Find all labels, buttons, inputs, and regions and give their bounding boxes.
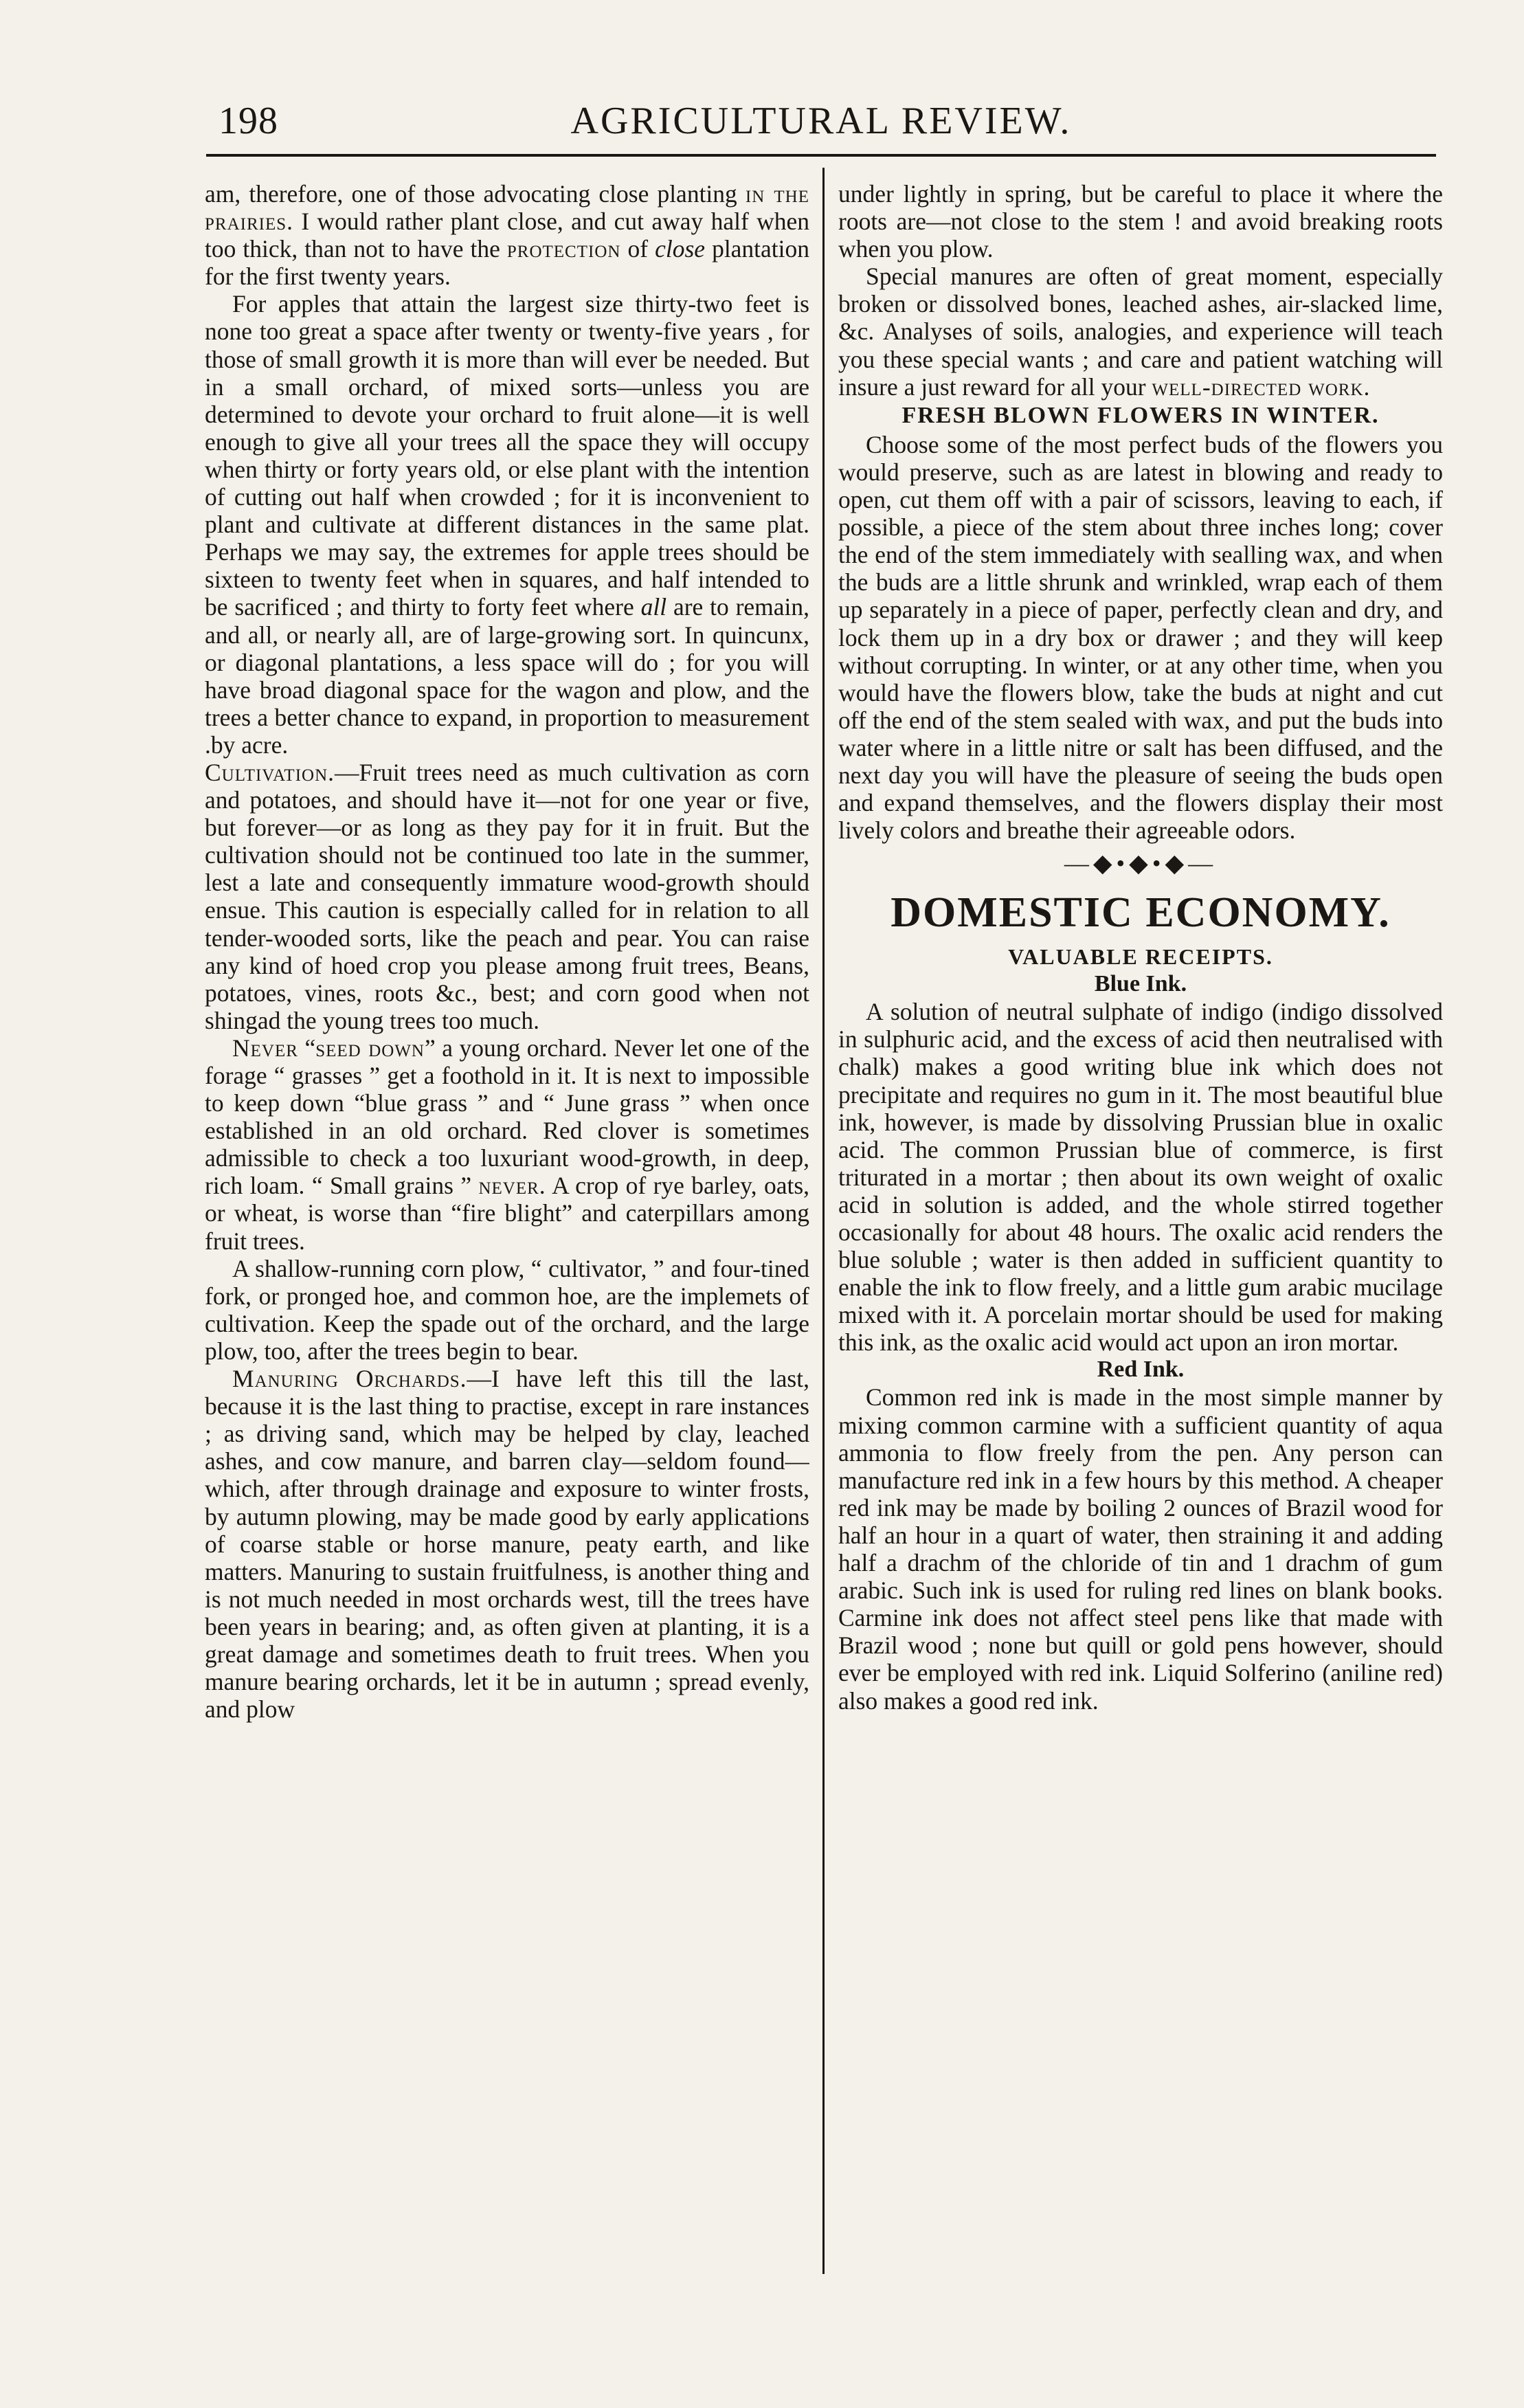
paragraph: A solution of neutral sulphate of indigo (indigo dissolved in sulphuric acid, and the excess of acid then neutralised with chalk) makes a good writing blue ink which does not precipitate and requires no gum in it. The most beautiful blue ink, however, is made by dissolving Prussian blue in oxalic acid. The common Prussian blue of commerce, is first triturated in a mortar ; then about its own weight of oxalic acid in solution is added, and the whole stirred together occasionally for about 48 hours. The oxalic acid renders the blue soluble ; water is then added in sufficient quantity to enable the ink to flow freely, and a little gum arabic mucilage mixed with it. A porcelain mortar should be used for making this ink, as the oxalic acid would act upon an iron mortar. (838, 998, 1443, 1357)
page-header (206, 95, 1436, 157)
small-caps-text: protection (506, 235, 621, 263)
right-column (838, 180, 1443, 2283)
paragraph-manuring: Manuring Orchards.—I have left this till the last, because it is the last thing to practise, except in rare instances ; as driving sand, which may be helped by clay, leached ashes, and cow manure, and barren clay—seldom found—which, after through drainage and exposure to winter frosts, by autumn plowing, may be made good by early applications of coarse stable or horse manure, peaty earth, and like matters. Manuring to sustain fruitfulness, is another thing and is not much needed in most orchards west, till the trees have been years in bearing; and, as often given at planting, it is a great damage and sometimes death to fruit trees. When you manure bearing orchards, let it be in autumn ; spread evenly, and plow (205, 1365, 809, 1724)
paragraph: Special manures are often of great moment, especially broken or dissolved bones, leached ashes, air-slacked lime, &c. Analyses of soils, analogies, and experience will teach you these special wants ; and care and patient watching will insure a just reward for all your well-directed work. (838, 263, 1443, 401)
page-number: 198 (218, 100, 278, 142)
paragraph: Common red ink is made in the most simple manner by mixing common carmine with a sufficient quantity of aqua ammonia to flow freely from the pen. Any person can manufacture red ink in a few hours by this method. A cheaper red ink may be made by boiling 2 ounces of Brazil wood for half an hour in a quart of water, then straining it and adding half a drachm of the chloride of tin and 1 drachm of gum arabic. Such ink is used for ruling red lines on blank books. Carmine ink does not affect steel pens like that made with Brazil wood ; none but quill or gold pens however, should ever be employed with red ink. Liquid Solferino (aniline red) also makes a good red ink. (838, 1383, 1443, 1715)
emphasis: all (640, 593, 667, 621)
item-heading-blue-ink: Blue Ink. (1094, 971, 1187, 997)
column-divider (822, 168, 825, 2274)
run-in-heading: Manuring Orchards. (232, 1365, 467, 1393)
left-column (205, 180, 809, 2283)
item-heading-red-ink: Red Ink. (1097, 1357, 1185, 1383)
header-rule (206, 154, 1436, 157)
paragraph: For apples that attain the largest size thirty-two feet is none too great a space after twenty or twenty-five years , for those of small growth it is more than will ever be needed. But in a small orchard, of mixed sorts—unless you are determined to devote your orchard to fruit alone—it is well enough to give all your trees all the space they will occupy when thirty or forty years old, or else plant with the intention of cutting out half when crowded ; for it is inconvenient to plant and cultivate at different distances in the same plat. Perhaps we may say, the extremes for apple trees should be sixteen to twenty feet when in squares, and half intended to be sacrificed ; and thirty to forty feet where all are to remain, and all, or nearly all, are of large-growing sort. In quincunx, or diagonal plantations, a less space will do ; for you will have broad diagonal space for the wagon and plow, and the trees a better chance to expand, in proportion to measurement .by acre. (205, 290, 809, 759)
paragraph-cultivation: Cultivation.—Fruit trees need as much cultivation as corn and potatoes, and should have it—not for one year or five, but forever—or as long as they pay for it in fruit. But the cultivation should not be continued too late in the summer, lest a late and consequently immature wood-growth should ensue. This caution is especially called for in relation to all tender-wooded sorts, like the peach and pear. You can raise any kind of hoed crop you please among fruit trees, Beans, potatoes, vines, roots &c., best; and corn good when not shingad the young trees too much. (205, 758, 809, 1034)
emphasis: close (655, 235, 706, 263)
running-head: AGRICULTURAL REVIEW. (570, 100, 1072, 142)
paragraph: Choose some of the most perfect buds of the flowers you would preserve, such as are latest in blowing and ready to open, cut them off with a pair of scissors, leaving to each, if possible, a piece of the stem about three inches long; cover the end of the stem immediately with sealling wax, and when the buds are a little shrunk and wrinkled, wrap each of them up separately in a piece of paper, perfectly clean and dry, and lock them up in a dry box or drawer ; and they will keep without corrupting. In winter, or at any other time, when you would have the flowers blow, take the buds at night and cut off the end of the stem sealed with wax, and put the buds into water where in a little nitre or salt has been diffused, and the next day you will have the pleasure of seeing the buds open and expand themselves, and the flowers display their most lively colors and breathe their agreeable odors. (838, 430, 1443, 845)
run-in-heading: Cultivation. (205, 758, 335, 786)
small-caps-text: never. (478, 1172, 546, 1200)
paragraph: Never “seed down” a young orchard. Never let one of the forage “ grasses ” get a foothold in it. It is next to impossible to keep down “blue grass ” and “ June grass ” when once established in an old orchard. Red clover is sometimes admissible to check a too luxuriant wood-growth, in deep, rich loam. “ Small grains ” never. A crop of rye barley, oats, or wheat, is worse than “fire blight” and caterpillars among fruit trees. (205, 1034, 809, 1255)
ornament-divider: —◆•◆•◆— (1064, 849, 1218, 878)
paragraph: under lightly in spring, but be careful to place it where the roots are—not close to the stem ! and avoid breaking roots when you plow. (838, 180, 1443, 263)
section-title: FRESH BLOWN FLOWERS IN WINTER. (901, 402, 1380, 428)
paragraph: A shallow-running corn plow, “ cultivator, ” and four-tined fork, or pronged hoe, and common hoe, are the implemets of cultivation. Keep the spade out of the orchard, and the large plow, too, after the trees begin to bear. (205, 1254, 809, 1365)
sub-heading: VALUABLE RECEIPTS. (1008, 944, 1273, 970)
paragraph: am, therefore, one of those advocating close planting in the prairies. I would rather plant close, and cut away half when too thick, than not to have the protection of close plantation for the first twenty years. (205, 180, 809, 291)
small-caps-text: in the prairies. (205, 180, 809, 236)
small-caps-text: well-directed work. (1152, 372, 1371, 401)
small-caps-text: Never (232, 1034, 298, 1062)
department-heading: DOMESTIC ECONOMY. (890, 889, 1391, 937)
small-caps-text: seed down (315, 1034, 425, 1062)
